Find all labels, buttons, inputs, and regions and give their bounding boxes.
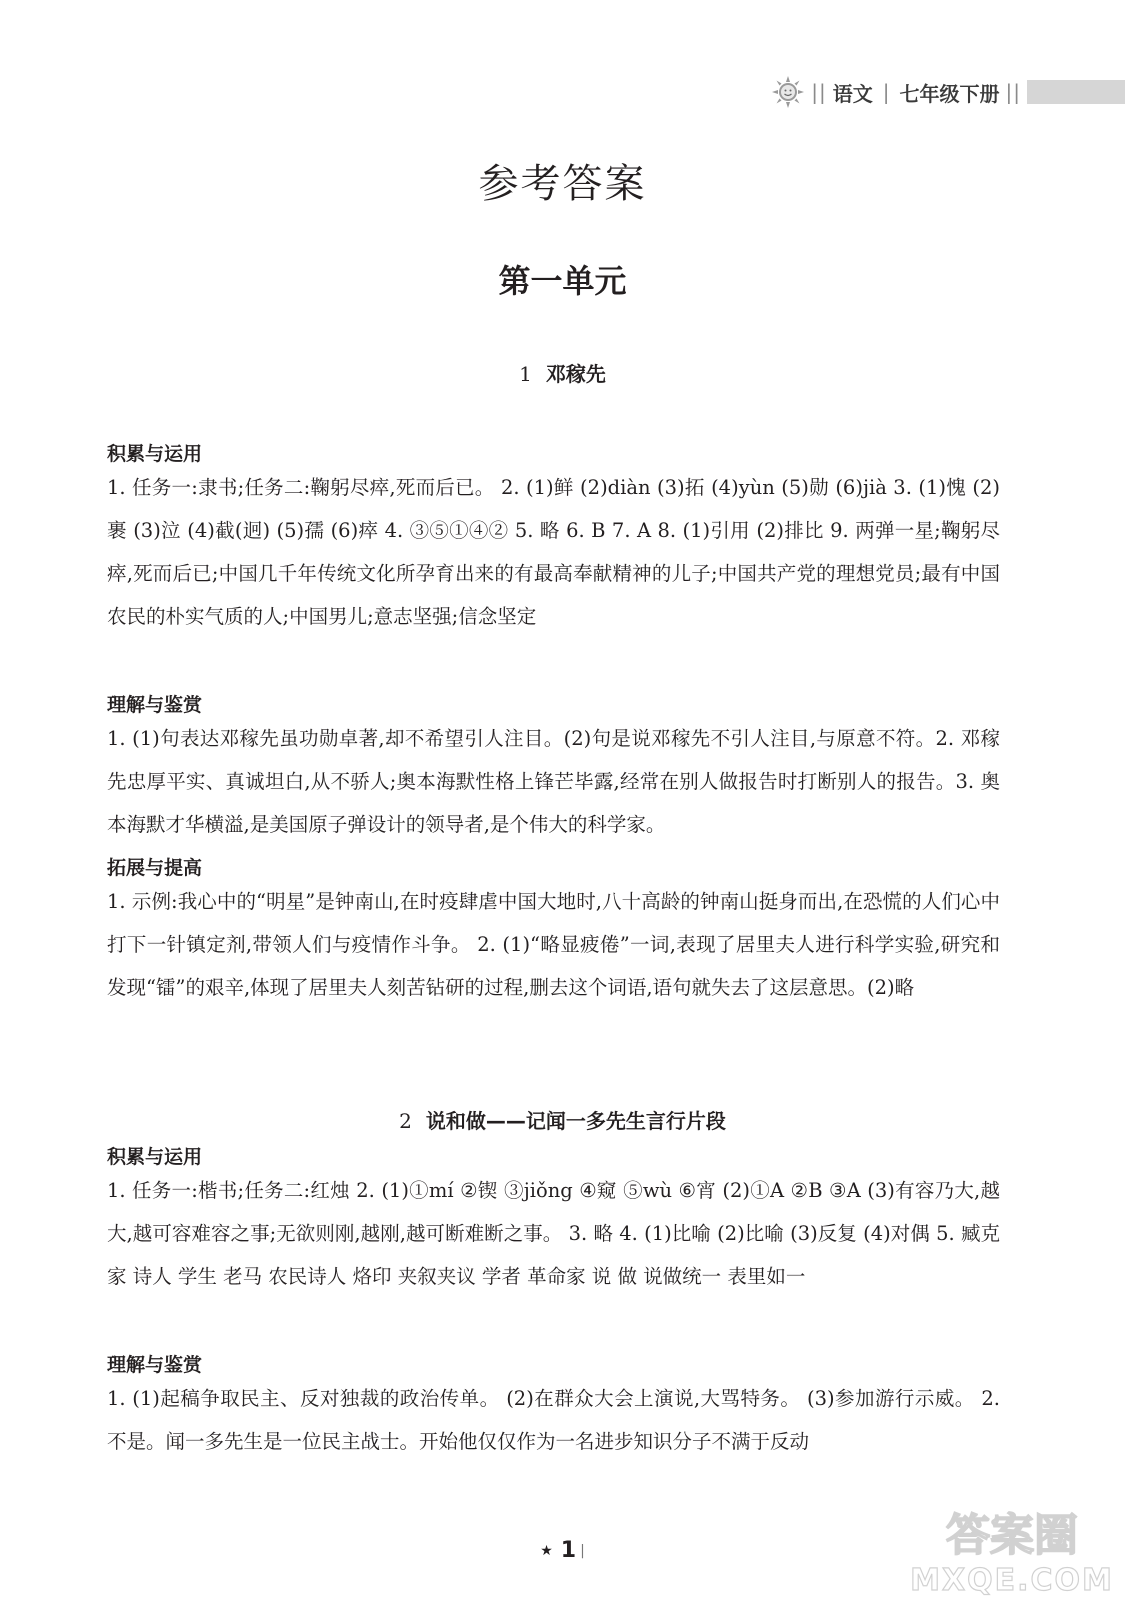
- star-icon: ★: [540, 1542, 553, 1559]
- watermark-logo: [907, 1498, 1117, 1598]
- header-subject: 语文: [832, 81, 873, 106]
- header-separator: |: [882, 80, 890, 104]
- unit-title: 第一单元: [498, 262, 627, 300]
- lesson-2-title: [0, 1105, 1125, 1134]
- sun-logo-icon: [771, 75, 805, 109]
- answer-paragraph: 1. 任务一:楷书;任务二:红烛 2. (1)①mí ②锲 ③jiǒng ④窥 ⑤wù ⑥宵 (2)①A ②B ③A (3)有容乃大,越大,越可容难容之事;无欲则刚,越刚,越可断难断之事。 3. 略 4. (1)比喻 (2)比喻 (3)反复 (4)对偶 5. 臧克家 诗人 学生 老马 农民诗人 烙印 夹叙夹议 学者 革命家 说 做 说做统一 表里如一: [107, 1179, 1000, 1288]
- section-heading: 积累与运用: [107, 443, 203, 465]
- lesson-number: 1: [519, 362, 532, 386]
- header-bars-right: ||: [1005, 80, 1021, 104]
- header-gray-strip: [1027, 80, 1125, 104]
- page-number: 1: [560, 1538, 577, 1563]
- answer-paragraph: 1. (1)起稿争取民主、反对独裁的政治传单。 (2)在群众大会上演说,大骂特务。 (3)参加游行示威。 2. 不是。闻一多先生是一位民主战士。开始他仅仅作为一名进步知识分子不满于反动: [107, 1387, 1000, 1453]
- footer-tick: |: [580, 1542, 585, 1559]
- page-header: [771, 72, 1125, 112]
- watermark-brand: 答案圈: [946, 1510, 1078, 1561]
- section-heading: 积累与运用: [107, 1146, 203, 1168]
- watermark-site: MXQE.COM: [910, 1563, 1114, 1598]
- answer-paragraph: 1. (1)句表达邓稼先虽功勋卓著,却不希望引人注目。(2)句是说邓稼先不引人注目,与原意不符。2. 邓稼先忠厚平实、真诚坦白,从不骄人;奥本海默性格上锋芒毕露,经常在别人做报告时打断别人的报告。3. 奥本海默才华横溢,是美国原子弹设计的领导者,是个伟大的科学家。: [107, 727, 1000, 836]
- header-bars-left: ||: [811, 80, 827, 104]
- lesson-name: 邓稼先: [545, 362, 606, 386]
- answer-paragraph: 1. 示例:我心中的“明星”是钟南山,在时疫肆虐中国大地时,八十高龄的钟南山挺身而出,在恐慌的人们心中打下一针镇定剂,带领人们与疫情作斗争。 2. (1)“略显疲倦”一词,表现了居里夫人进行科学实验,研究和发现“镭”的艰辛,体现了居里夫人刻苦钻研的过程,删去这个词语,语句就失去了这层意思。(2)略: [107, 890, 1000, 999]
- answer-paragraph: 1. 任务一:隶书;任务二:鞠躬尽瘁,死而后已。 2. (1)鲜 (2)diàn (3)拓 (4)yùn (5)勋 (6)jià 3. (1)愧 (2)裹 (3)泣 (4)截(迥) (5)孺 (6)瘁 4. ③⑤①④② 5. 略 6. B 7. A 8. (1)引用 (2)排比 9. 两弹一星;鞠躬尽瘁,死而后已;中国几千年传统文化所孕育出来的有最高奉献精神的儿子;中国共产党的理想党员;最有中国农民的朴实气质的人;中国男儿;意志坚强;信念坚定: [107, 476, 1000, 628]
- section-heading: 理解与鉴赏: [107, 694, 203, 716]
- lesson-1-title: [0, 358, 1125, 387]
- section-heading: 理解与鉴赏: [107, 1354, 203, 1376]
- lesson-name: 说和做——记闻一多先生言行片段: [425, 1109, 726, 1133]
- page-title: 参考答案: [478, 161, 647, 207]
- lesson-number: 2: [399, 1109, 412, 1133]
- section-heading: 拓展与提高: [107, 857, 203, 879]
- header-grade: 七年级下册: [899, 81, 1000, 106]
